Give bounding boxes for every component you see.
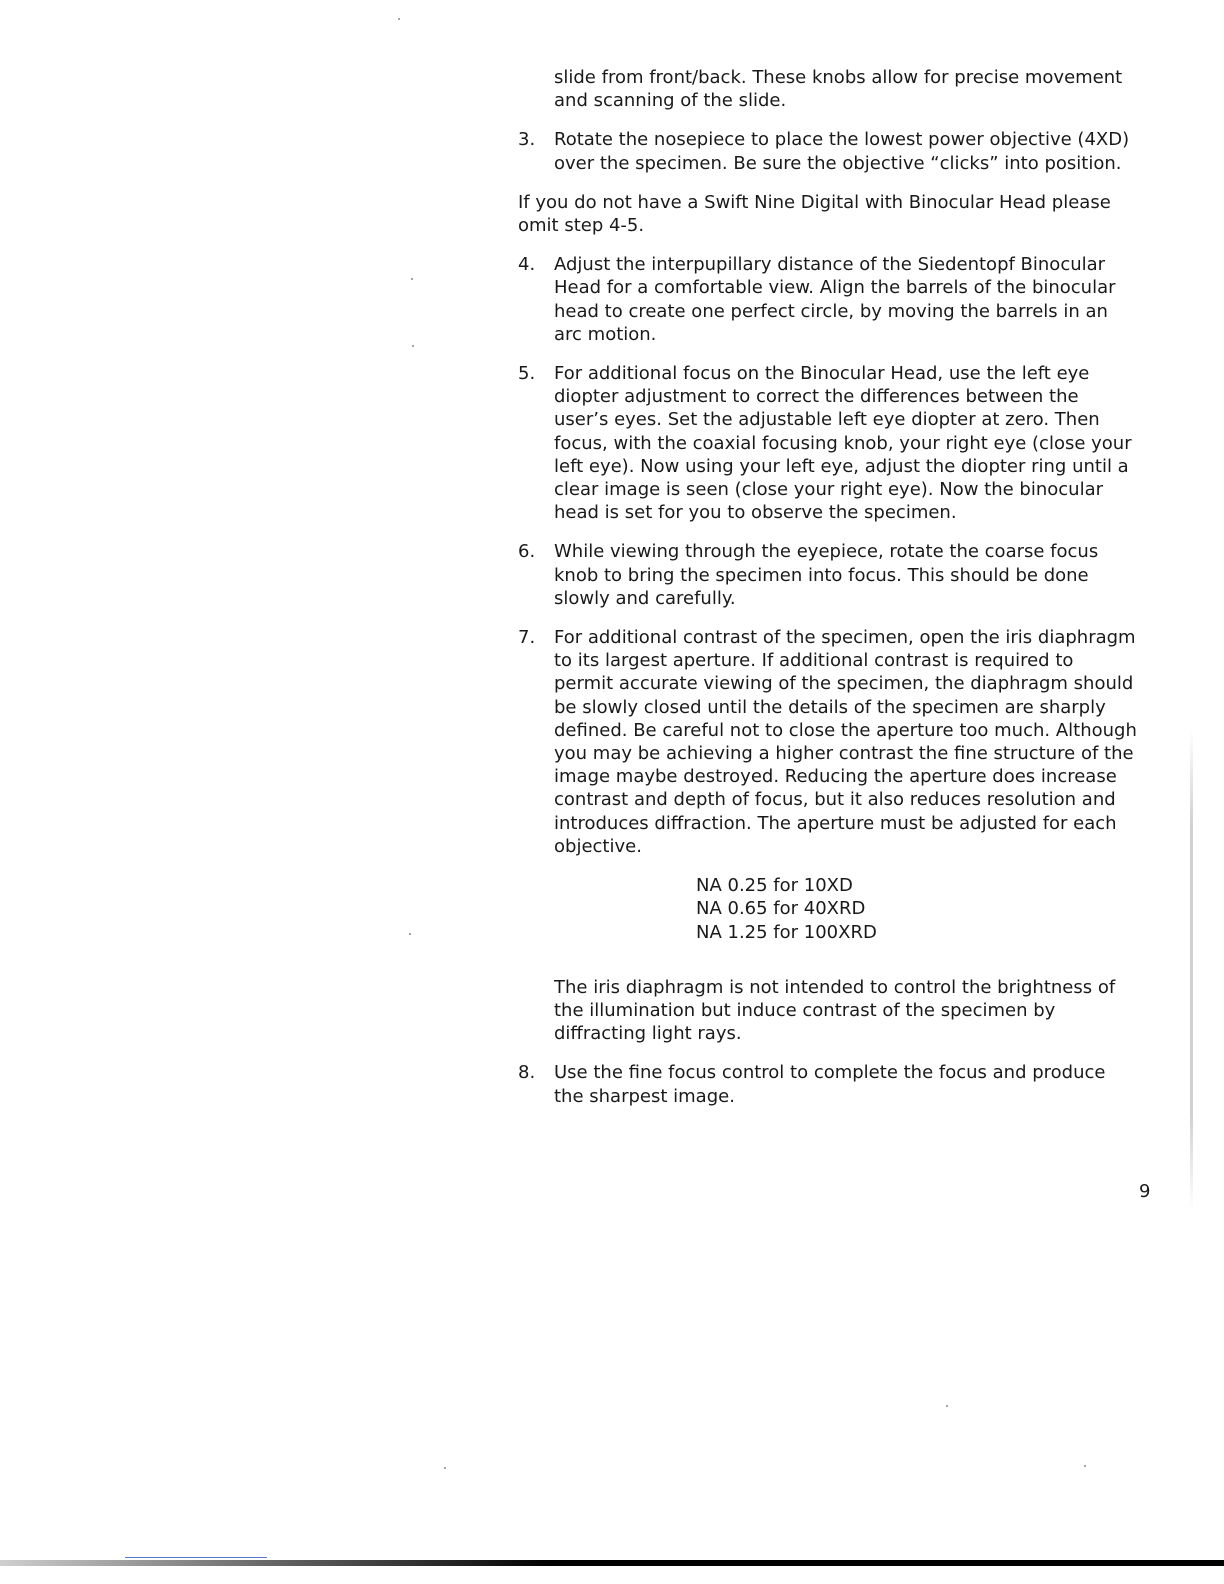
step-text: Rotate the nosepiece to place the lowest power objective (4XD) over the specimen. Be sure the objective “clicks” into position.: [554, 129, 1130, 174]
step-4: [518, 253, 1138, 346]
scan-speck: [1084, 1465, 1086, 1467]
step-3: [518, 128, 1138, 174]
scan-speck: [409, 933, 411, 935]
continuation-paragraph: slide from front/back. These knobs allow for precise movement and scanning of the slide.: [554, 67, 1123, 112]
page-content: [518, 66, 1138, 1124]
scan-artifact-line: [125, 1557, 267, 1558]
bottom-scan-edge: [0, 1560, 1224, 1566]
step-text: For additional contrast of the specimen, open the iris diaphragm to its largest aperture. If additional contrast is required to permit accurate viewing of the specimen, the diaphragm should be slowly closed until the details of the specimen are sharply defined. Be careful not to close the aperture too much. Although you may be achieving a higher contrast the fine structure of the image maybe destroyed. Reducing the aperture does increase contrast and depth of focus, but it also reduces resolution and introduces diffraction. The aperture must be adjusted for each objective.: [554, 627, 1137, 857]
na-value-10x: NA 0.25 for 10XD: [696, 875, 853, 897]
numerical-aperture-list: [696, 874, 1138, 944]
step-5: [518, 362, 1138, 524]
page-number: 9: [1139, 1181, 1151, 1202]
step-number: 7.: [518, 627, 536, 649]
step-number: 6.: [518, 541, 536, 563]
step-number: 3.: [518, 129, 536, 151]
iris-diaphragm-note: The iris diaphragm is not intended to control the brightness of the illumination but induce contrast of the specimen by diffracting light rays.: [554, 976, 1116, 1045]
step-7: [518, 626, 1138, 858]
step-text: Use the fine focus control to complete the focus and produce the sharpest image.: [554, 1062, 1106, 1107]
na-value-100x: NA 1.25 for 100XRD: [696, 921, 877, 943]
scan-speck: [411, 278, 413, 280]
binocular-note: If you do not have a Swift Nine Digital with Binocular Head please omit step 4-5.: [518, 191, 1111, 237]
na-value-40x: NA 0.65 for 40XRD: [696, 898, 866, 920]
scan-edge-shadow: [1190, 730, 1193, 1210]
scan-speck: [946, 1405, 948, 1407]
step-text: Adjust the interpupillary distance of the Siedentopf Binocular Head for a comfortable view. Align the barrels of the binocular head to create one perfect circle, by moving the barrels in an arc motion.: [554, 254, 1116, 345]
scan-speck: [412, 345, 414, 347]
step-number: 4.: [518, 254, 536, 276]
scan-speck: [444, 1467, 446, 1469]
step-text: While viewing through the eyepiece, rotate the coarse focus knob to bring the specimen into focus. This should be done slowly and carefully.: [554, 541, 1099, 609]
step-number: 8.: [518, 1062, 536, 1084]
scan-speck: [398, 18, 400, 20]
step-number: 5.: [518, 363, 536, 385]
step-8: [518, 1061, 1138, 1107]
step-6: [518, 540, 1138, 610]
step-text: For additional focus on the Binocular Head, use the left eye diopter adjustment to correct the differences between the user’s eyes. Set the adjustable left eye diopter at zero. Then focus, with the coaxial focusing knob, your right eye (close your left eye). Now using your left eye, adjust the diopter ring until a clear image is seen (close your right eye). Now the binocular head is set for you to observe the specimen.: [554, 363, 1132, 524]
